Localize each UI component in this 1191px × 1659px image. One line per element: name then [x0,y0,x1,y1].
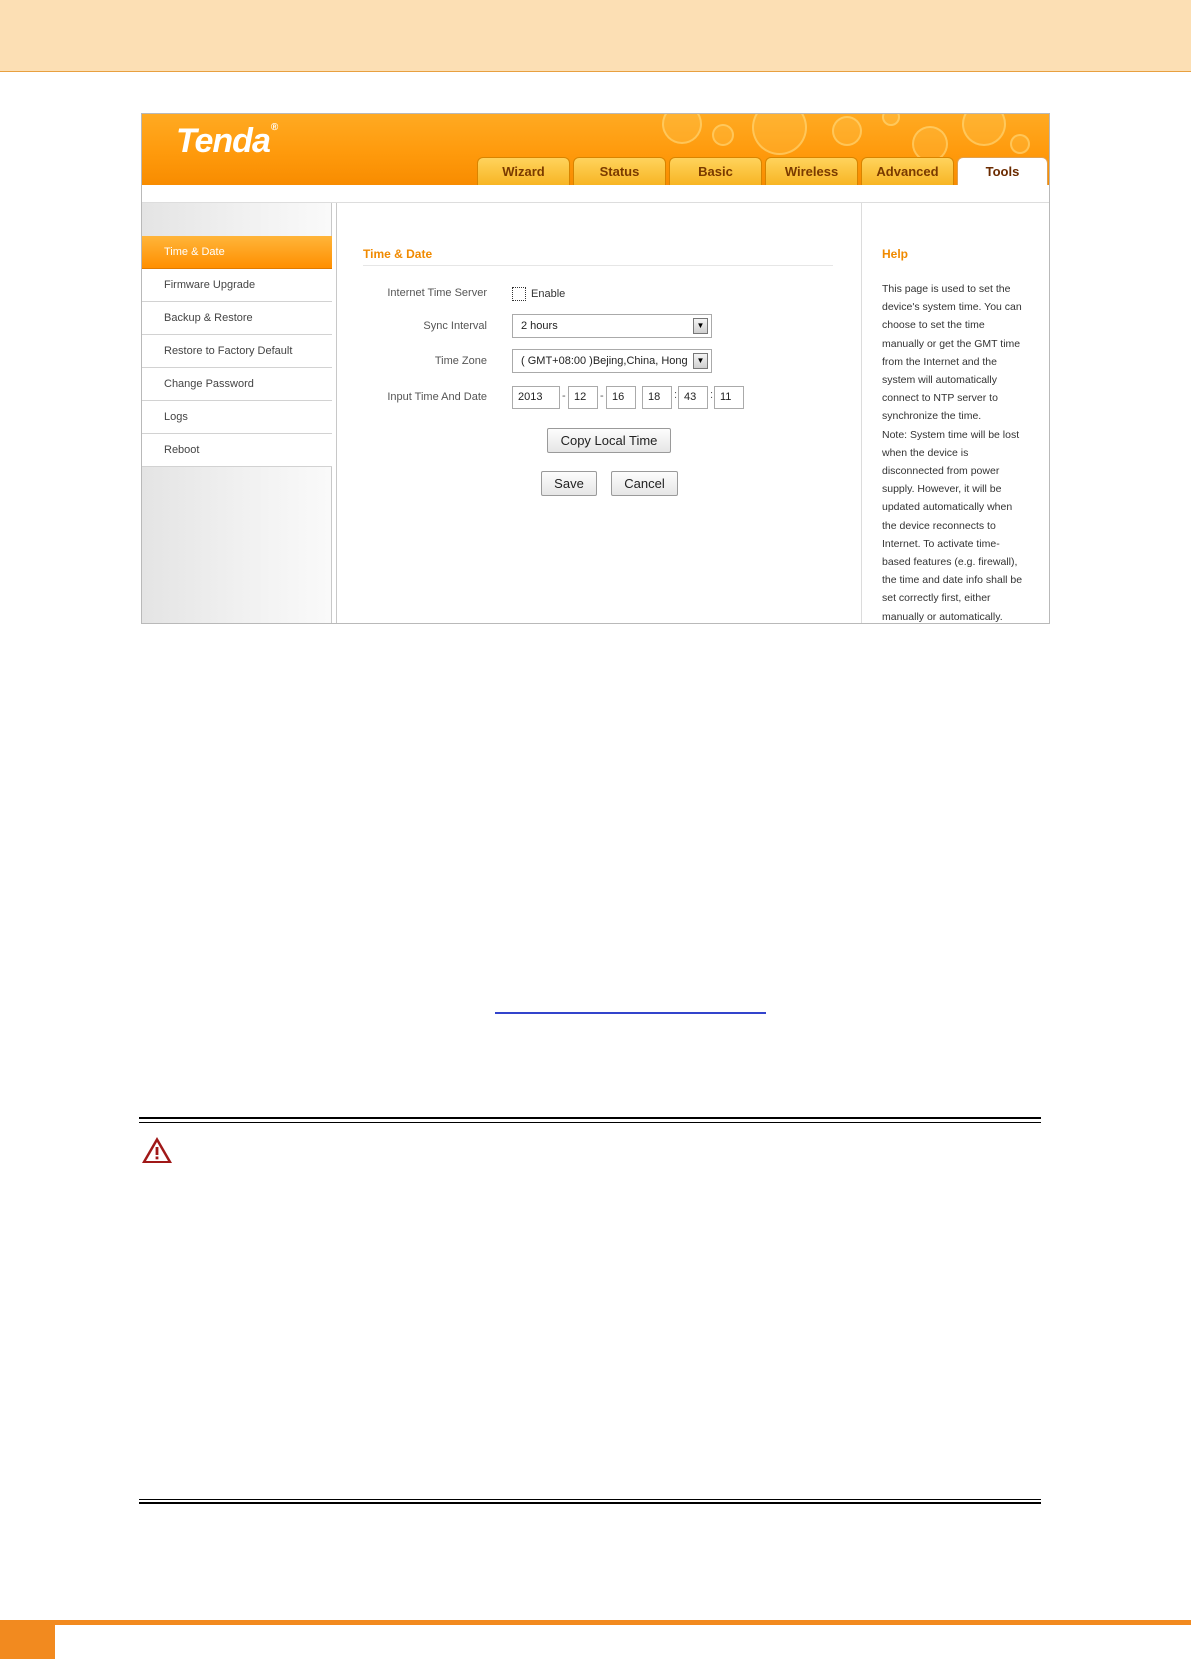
bubble-decoration [832,116,862,146]
enable-label: Enable [531,288,566,300]
top-tabs [477,157,1049,185]
help-pane [861,203,1049,623]
date-separator: - [562,390,566,402]
router-screenshot [141,113,1050,624]
sidebar-item-reboot[interactable]: Reboot [142,434,332,467]
bubble-decoration [712,124,734,146]
bubble-decoration [662,114,702,144]
footer-bar [0,1620,1191,1625]
sidebar-item-time-date[interactable]: Time & Date [142,236,332,269]
sub-header-strip [142,185,1049,203]
sidebar-item-logs[interactable]: Logs [142,401,332,434]
sidebar-item-firmware-upgrade[interactable]: Firmware Upgrade [142,269,332,302]
input-time-date-label: Input Time And Date [387,391,487,403]
warning-icon [141,1136,173,1164]
second-input[interactable]: 11 [714,386,744,409]
sidebar [142,203,332,623]
page-number-tab [0,1625,55,1659]
month-input[interactable]: 12 [568,386,598,409]
time-separator: : [674,389,678,401]
time-zone-label: Time Zone [434,355,487,367]
hyperlink-underline[interactable] [495,1012,766,1014]
tab-basic[interactable]: Basic [669,157,762,185]
bubble-decoration [1010,134,1030,154]
sync-interval-label: Sync Interval [423,320,487,332]
section-divider [363,265,833,266]
year-input[interactable]: 2013 [512,386,560,409]
copy-local-time-button[interactable]: Copy Local Time [547,428,671,453]
main-content [336,203,861,623]
time-separator: : [710,389,714,401]
sidebar-item-change-password[interactable]: Change Password [142,368,332,401]
warning-top-rule-thin [139,1122,1041,1123]
sidebar-item-factory-default[interactable]: Restore to Factory Default [142,335,332,368]
bubble-decoration [752,114,807,155]
internet-time-server-label: Internet Time Server [387,287,487,299]
tab-status[interactable]: Status [573,157,666,185]
cancel-button[interactable]: Cancel [611,471,678,496]
tab-wizard[interactable]: Wizard [477,157,570,185]
tab-advanced[interactable]: Advanced [861,157,954,185]
sidebar-item-backup-restore[interactable]: Backup & Restore [142,302,332,335]
warning-bottom-rule-thin [139,1499,1041,1500]
time-zone-select[interactable]: ( GMT+08:00 )Bejing,China, Hong ▼ [512,349,712,373]
page-header-band [0,0,1191,72]
help-text: This page is used to set the device's system time. You can choose to set the time manually or get the GMT time from the Internet and the system will automatically connect to NTP server to synchronize the time. Note: System time will be lost when the device is disconnected from power supply. However, it will be updated automatically when the device reconnects to Internet. To activate time- based features (e.g. firewall), the time and date info shall be set correctly first, either manually or automatically. [882,283,1023,623]
dropdown-arrow-icon: ▼ [693,353,708,369]
minute-input[interactable]: 43 [678,386,708,409]
bubble-decoration [962,114,1006,146]
tenda-logo: Tenda® [176,122,278,160]
date-separator: - [600,390,604,402]
tab-wireless[interactable]: Wireless [765,157,858,185]
tab-tools[interactable]: Tools [957,157,1048,185]
bubble-decoration [882,114,900,126]
dropdown-arrow-icon: ▼ [693,318,708,334]
warning-bottom-rule [139,1502,1041,1504]
hour-input[interactable]: 18 [642,386,672,409]
enable-checkbox[interactable] [512,287,526,301]
warning-top-rule [139,1117,1041,1119]
router-banner [142,114,1049,185]
day-input[interactable]: 16 [606,386,636,409]
section-title: Time & Date [363,247,433,261]
save-button[interactable]: Save [541,471,597,496]
help-title: Help [882,247,909,261]
sync-interval-select[interactable]: 2 hours ▼ [512,314,712,338]
